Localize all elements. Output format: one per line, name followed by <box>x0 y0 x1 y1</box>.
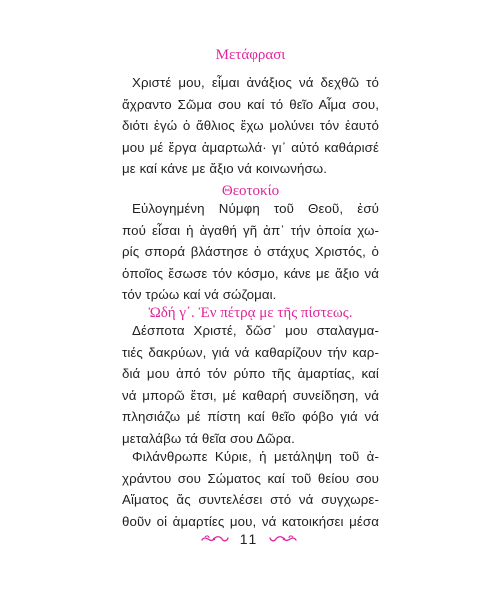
section-paragraph-continued <box>122 446 379 532</box>
text-line: διότι ἐγώ ὁ ἄθλιος ἔχω μολύνει τόν ἑαυτό <box>122 118 379 133</box>
text-line: διά μου ἀπό τόν ρύπο τῆς ἁμαρτίας, καί <box>122 366 379 381</box>
text-line: με καί κάνε με ἄξιο νά κοινωνήσω. <box>122 161 328 176</box>
text-line: Αἵματος ἄς συντελέσει στό νά συγχωρε- <box>122 492 379 507</box>
text-line: πλησιάζω μέ πίστη καί θεῖο φόβο γιά νά <box>122 409 379 424</box>
text-line: πού εἶσαι ἡ ἀγαθή γῆ ἀπ᾿ τήν ὁποία χω- <box>122 222 379 238</box>
section-translation <box>122 46 379 64</box>
text-line: Χριστέ μου, εἶμαι ἀνάξιος νά δεχθῶ τό <box>132 75 379 90</box>
section-theotokion-body <box>122 198 379 306</box>
section-ode-3-body <box>122 320 379 449</box>
section-heading: Μετάφρασι <box>215 47 286 63</box>
text-line: τιές δακρύων, γιά νά καθαρίζουν τήν καρ- <box>122 344 379 360</box>
text-line: ἄχραντο Σῶμα σου καί τό θεῖο Αἶμα σου, <box>122 96 379 112</box>
text-line: νά μπορῶ ἔτσι, μέ καθαρή συνείδηση, νά <box>122 387 379 403</box>
fleuron-left-icon <box>200 532 230 546</box>
text-line: τόν τρώω καί νά σώζομαι. <box>122 287 277 302</box>
page-footer <box>0 527 498 551</box>
text-line: μου μέ ἔργα ἁμαρτωλά· γι᾿ αὐτό καθάρισέ <box>122 139 379 155</box>
text-line: ὁποῖος ἔσωσε τόν κόσμο, κάνε με ἄξιο νά <box>122 265 379 281</box>
section-heading: Θεοτοκίο <box>221 183 280 199</box>
text-line: Φιλάνθρωπε Κύριε, ἡ μετάληψη τοῦ ἀ- <box>132 449 379 464</box>
text-line: θοῦν οἱ ἁμαρτίες μου, νά κατοικήσει μέσα <box>122 513 379 529</box>
fleuron-right-icon <box>268 532 298 546</box>
text-line: Δέσποτα Χριστέ, δῶσ᾿ μου σταλαγμα- <box>132 323 379 338</box>
text-line: χράντου σου Σώματος καί τοῦ θείου σου <box>122 470 379 486</box>
text-line: μεταλάβω τά θεῖα σου Δῶρα. <box>122 430 295 446</box>
section-heading: Ὠδή γ᾿. Ἐν πέτρᾳ με τῆς πίστεως. <box>148 305 353 321</box>
section-translation-body <box>122 72 379 180</box>
page-number: 11 <box>239 531 259 547</box>
text-line: Εὐλογημένη Νύμφη τοῦ Θεοῦ, ἐσύ <box>132 201 379 216</box>
text-line: ρίς σπορά βλάστησε ὁ στάχυς Χριστός, ὁ <box>122 244 379 259</box>
